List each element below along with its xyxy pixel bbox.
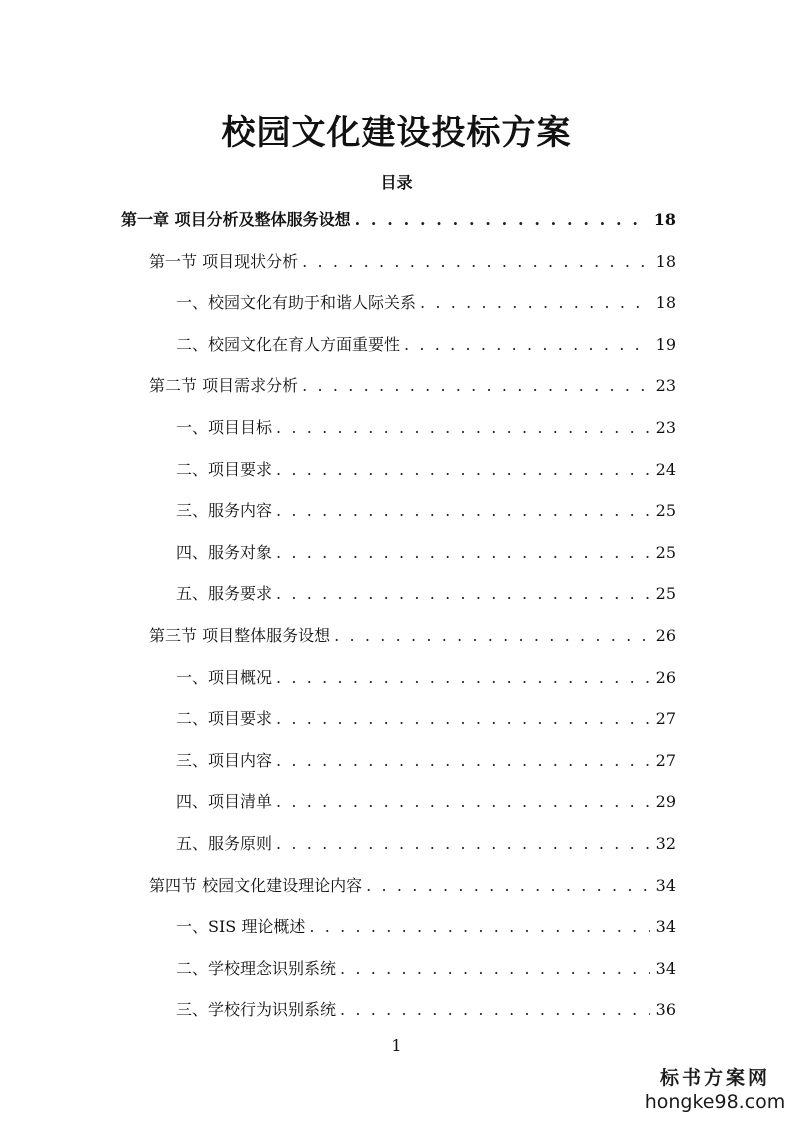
toc-entry-page: 25 [655,584,676,604]
toc-entry-title: 一、项目概况 [176,667,273,687]
toc-entry[interactable] [176,781,676,822]
toc-entry[interactable] [176,324,676,365]
toc-dot-leader [276,657,650,698]
toc-dot-leader [404,324,650,365]
toc-entry-title: 二、项目要求 [176,709,273,729]
toc-dot-leader [276,823,650,864]
toc-entry-title: 五、服务要求 [176,584,273,604]
toc-entry-page: 34 [655,875,676,895]
toc-dot-leader [276,490,650,531]
toc-entry[interactable] [176,823,676,864]
toc-entry[interactable] [176,698,676,739]
toc-dot-leader [276,449,650,490]
toc-entry[interactable] [176,407,676,448]
toc-entry[interactable] [176,532,676,573]
toc-entry-page: 26 [655,667,676,687]
toc-entry[interactable] [176,657,676,698]
toc-entry-title: 三、学校行为识别系统 [176,1000,337,1020]
toc-dot-leader [340,989,650,1030]
page-number: 1 [391,1036,402,1055]
toc-entry-title: 二、项目要求 [176,459,273,479]
toc-entry-title: 一、校园文化有助于和谐人际关系 [176,293,417,313]
toc-dot-leader [302,241,650,282]
toc-entry-page: 25 [655,542,676,562]
toc-dot-leader [334,615,650,656]
toc-entry-title: 第三节 项目整体服务设想 [149,626,331,645]
document-title: 校园文化建设投标方案 [221,113,572,153]
watermark-name: 标书方案网 [659,1067,770,1089]
toc-dot-leader [309,906,650,947]
toc-entry-title: 第一章 项目分析及整体服务设想 [121,210,351,229]
toc-entry-title: 二、学校理念识别系统 [176,958,337,978]
toc-entry[interactable] [149,241,676,282]
toc-entry-page: 23 [655,376,676,396]
toc-entry-title: 二、校园文化在育人方面重要性 [176,334,401,354]
toc-entry-page: 18 [653,210,676,229]
toc-dot-leader [420,282,650,323]
toc-dot-leader [276,698,650,739]
toc-dot-leader [302,365,650,406]
toc-entry-page: 18 [655,251,676,271]
toc-entry-title: 五、服务原则 [176,834,273,853]
toc-entry[interactable] [149,615,676,656]
toc-entry-title: 第一节 项目现状分析 [149,251,299,271]
toc-entry[interactable] [176,282,676,323]
toc-entry-page: 36 [655,1000,676,1020]
toc-entry[interactable] [176,989,676,1030]
toc-entry-page: 18 [655,293,676,313]
toc-entry-title: 一、项目目标 [176,418,273,437]
toc-entry-title: 一、SIS 理论概述 [176,917,306,937]
toc-heading: 目录 [380,173,413,192]
toc-dot-leader [276,532,650,573]
toc-entry-title: 三、服务内容 [176,501,273,521]
toc-entry[interactable] [176,906,676,947]
toc-entry-page: 27 [655,750,676,770]
toc-entry-page: 25 [655,501,676,521]
toc-entry-page: 34 [655,958,676,978]
watermark-url: hongke98.com [644,1091,786,1113]
toc-entry-title: 第二节 项目需求分析 [149,376,299,396]
toc-entry[interactable] [176,490,676,531]
toc-entry-title: 四、项目清单 [176,792,273,812]
toc-entry-page: 32 [655,834,676,853]
toc-dot-leader [340,948,650,989]
toc-dot-leader [276,781,650,822]
toc-dot-leader [366,865,650,906]
toc-entry-page: 27 [655,709,676,729]
toc-entry[interactable] [121,199,676,240]
toc-entry-title: 第四节 校园文化建设理论内容 [149,875,363,895]
toc-entry[interactable] [176,449,676,490]
toc-entry-title: 四、服务对象 [176,542,273,562]
toc-entry[interactable] [149,865,676,906]
toc-dot-leader [276,407,650,448]
toc-entry-page: 19 [655,334,676,354]
toc-dot-leader [276,573,650,614]
watermark-logo [640,1066,790,1114]
toc-entry[interactable] [176,573,676,614]
toc-entry[interactable] [176,948,676,989]
toc-entry[interactable] [176,740,676,781]
toc-entry[interactable] [149,365,676,406]
toc-entry-page: 23 [655,418,676,437]
toc-entry-page: 26 [655,626,676,645]
toc-entry-page: 34 [655,917,676,937]
toc-entry-page: 24 [655,459,676,479]
toc-entry-title: 三、项目内容 [176,750,273,770]
toc-dot-leader [276,740,650,781]
toc-dot-leader [355,199,650,240]
toc-entry-page: 29 [655,792,676,812]
